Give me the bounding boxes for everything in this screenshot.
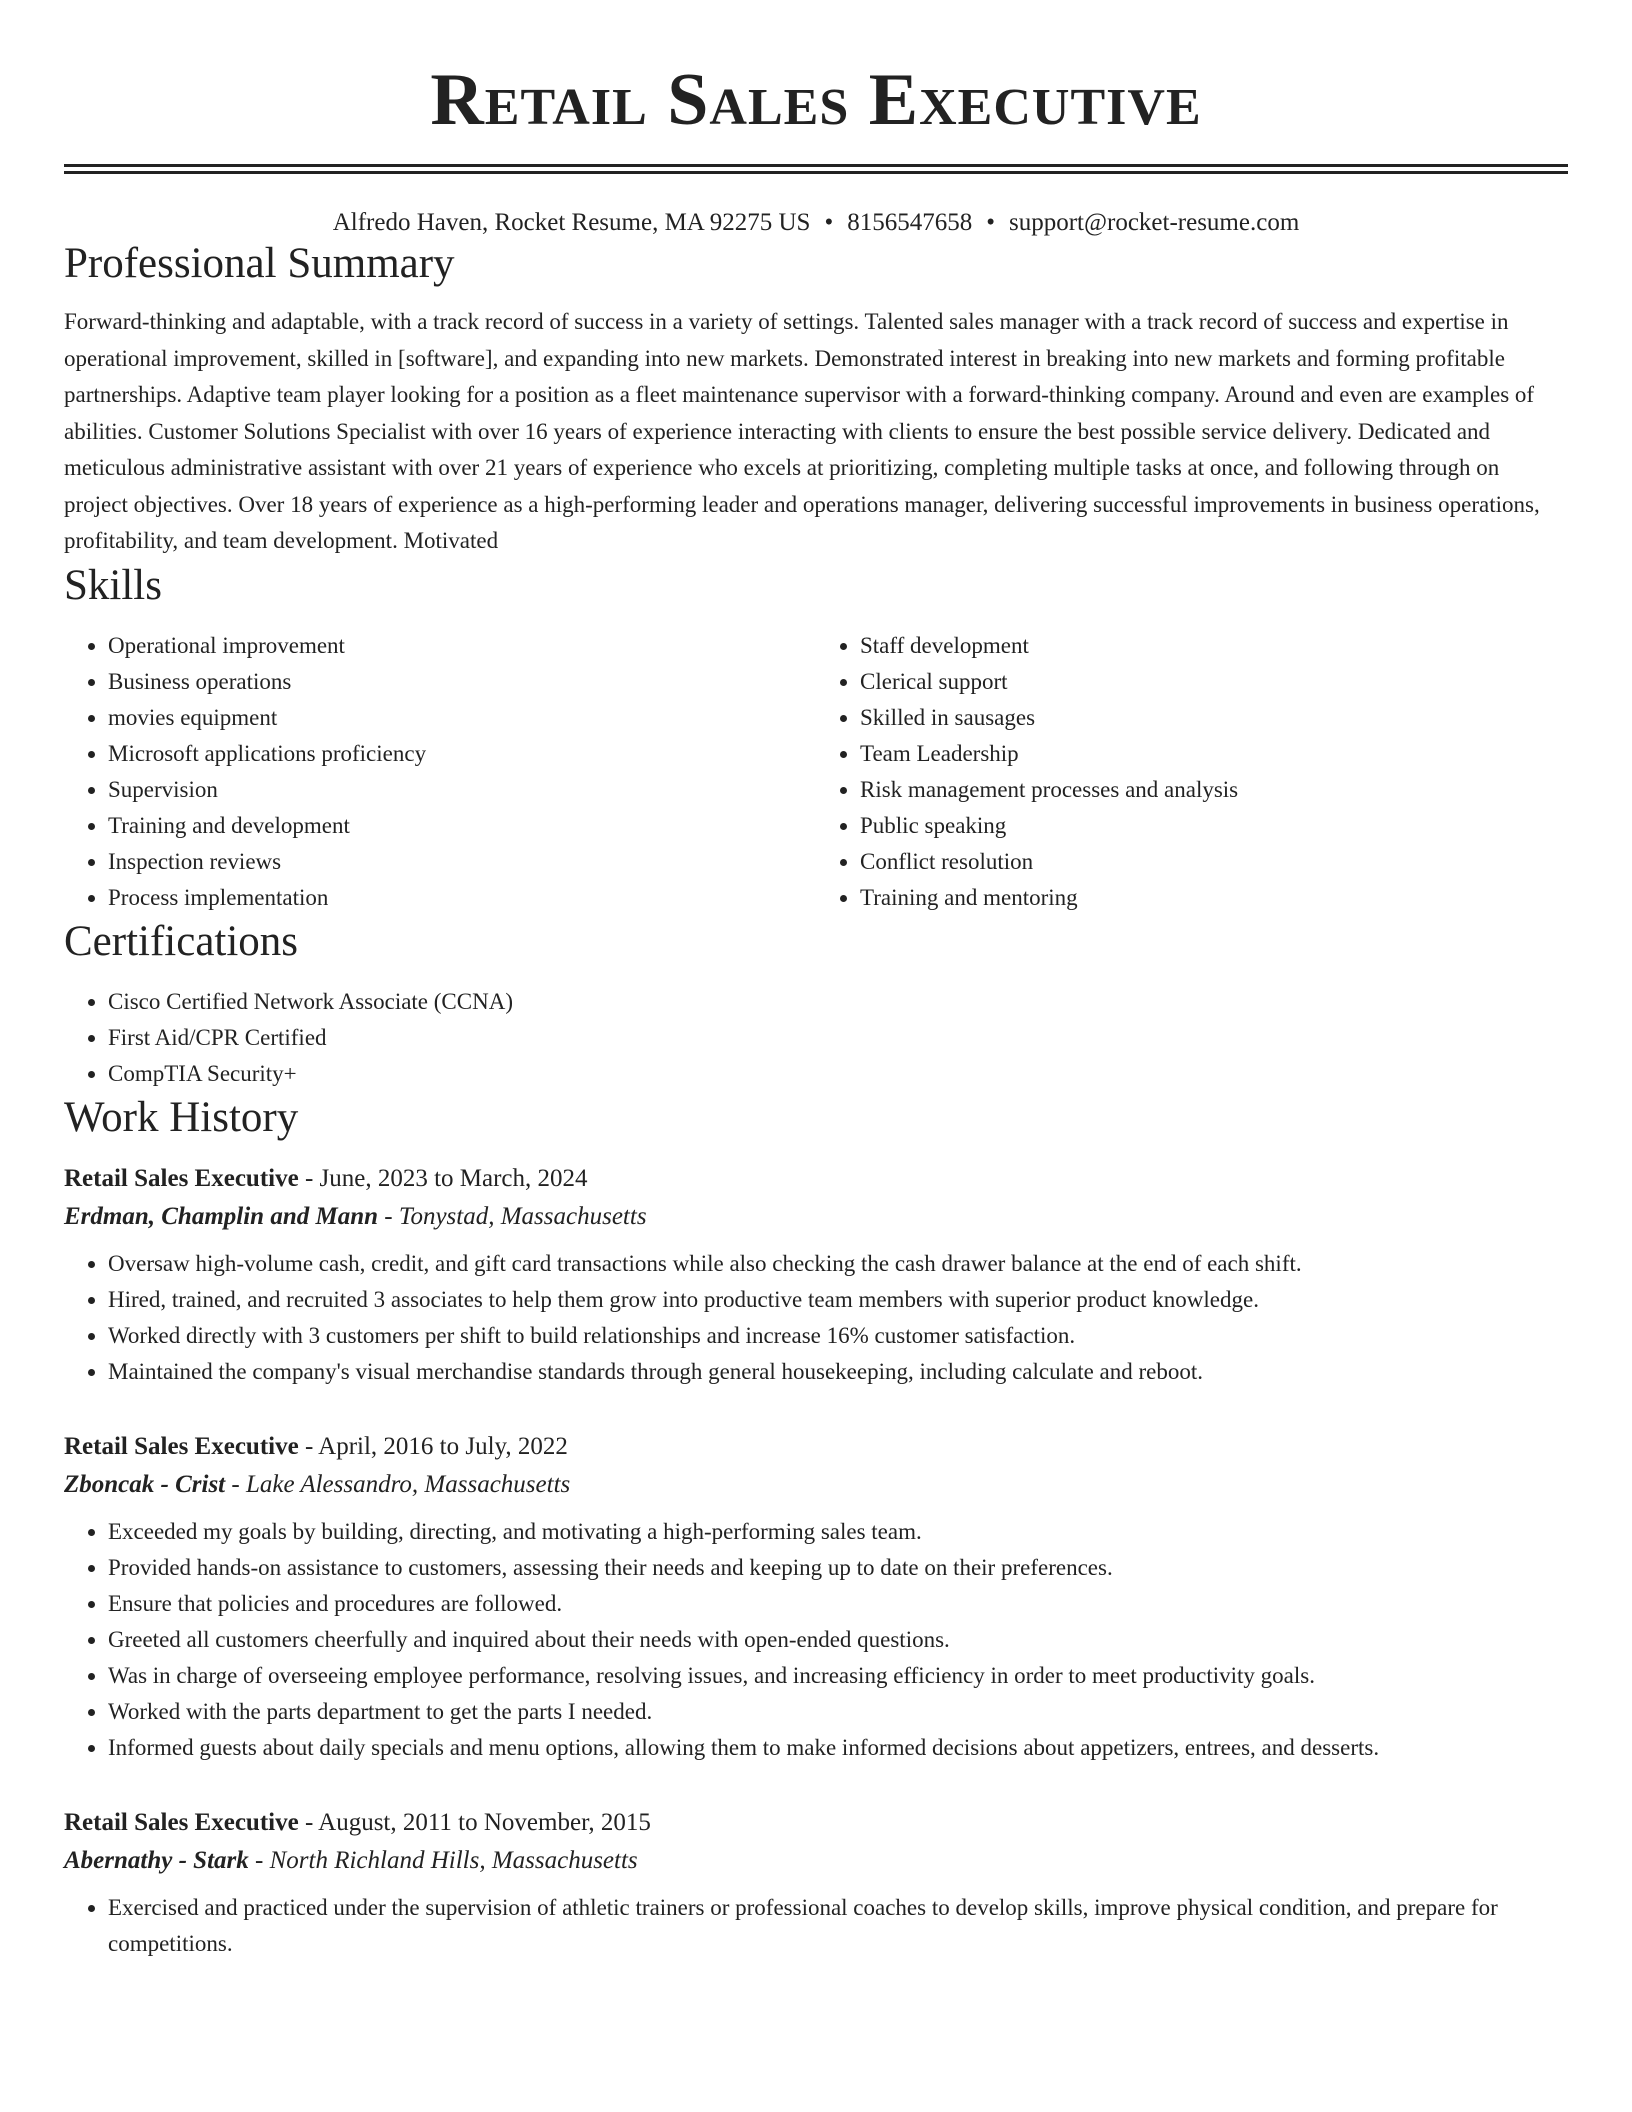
skill-item: • Inspection reviews [108, 844, 816, 880]
job-bullets [64, 1246, 1568, 1390]
job-location: - Lake Alessandro, Massachusetts [225, 1470, 571, 1498]
job-entry [64, 1804, 1568, 1962]
job-entry [64, 1160, 1568, 1390]
skills-grid [64, 628, 1568, 916]
skills-list-left [64, 628, 816, 916]
skill-item: • Process implementation [108, 880, 816, 916]
job-location: - North Richland Hills, Massachusetts [248, 1846, 638, 1874]
job-role: Retail Sales Executive [64, 1432, 299, 1460]
skill-item: • Business operations [108, 664, 816, 700]
certification-item: • CompTIA Security+ [108, 1056, 1568, 1092]
job-company: Abernathy - Stark [64, 1846, 249, 1874]
certifications-heading: Certifications [64, 917, 299, 965]
job-bullet: • Informed guests about daily specials and menu options, allowing them to make informed decisions about appetizers, entrees, and desserts. [108, 1730, 1568, 1766]
job-bullet: • Exercised and practiced under the supervision of athletic trainers or professional coaches to develop skills, improve physical condition, and prepare for competitions. [108, 1890, 1568, 1962]
job-bullet: • Was in charge of overseeing employee performance, resolving issues, and increasing efficiency in order to meet productivity goals. [108, 1658, 1568, 1694]
job-company-line [64, 1198, 1568, 1236]
job-bullet: • Oversaw high-volume cash, credit, and gift card transactions while also checking the cash drawer balance at the end of each shift. [108, 1246, 1568, 1282]
job-title-line [64, 1160, 1568, 1198]
skill-item: • Clerical support [860, 664, 1568, 700]
job-bullets [64, 1890, 1568, 1962]
skills-column-right [816, 628, 1568, 916]
contact-line [64, 208, 1568, 238]
job-bullet: • Greeted all customers cheerfully and inquired about their needs with open-ended questions. [108, 1622, 1568, 1658]
job-company-line [64, 1842, 1568, 1880]
job-bullet: • Exceeded my goals by building, directing, and motivating a high-performing sales team. [108, 1514, 1568, 1550]
job-location: - Tonystad, Massachusetts [378, 1202, 647, 1230]
job-role: Retail Sales Executive [64, 1808, 299, 1836]
job-bullet: • Hired, trained, and recruited 3 associates to help them grow into productive team members with superior product knowledge. [108, 1282, 1568, 1318]
summary-heading: Professional Summary [64, 240, 455, 287]
contact-separator: • [986, 209, 995, 236]
job-entry [64, 1428, 1568, 1766]
skill-item: • Training and development [108, 808, 816, 844]
job-dates: - June, 2023 to March, 2024 [298, 1164, 588, 1192]
skills-column-left [64, 628, 816, 916]
job-title-line [64, 1804, 1568, 1842]
skill-item: • Staff development [860, 628, 1568, 664]
job-bullet: • Worked with the parts department to get the parts I needed. [108, 1694, 1568, 1730]
title-divider [64, 164, 1568, 174]
skill-item: • Public speaking [860, 808, 1568, 844]
certification-item: • Cisco Certified Network Associate (CCNA) [108, 984, 1568, 1020]
work-history-heading: Work History [64, 1093, 299, 1141]
job-dates: - April, 2016 to July, 2022 [298, 1432, 568, 1460]
contact-email: support@rocket-resume.com [1008, 209, 1300, 236]
certification-item: • First Aid/CPR Certified [108, 1020, 1568, 1056]
contact-separator: • [824, 209, 834, 236]
skill-item: • Microsoft applications proficiency [108, 736, 816, 772]
skills-heading: Skills [64, 561, 162, 609]
skills-list-right [816, 628, 1568, 916]
skill-item: • Training and mentoring [860, 880, 1568, 916]
certifications-list [64, 984, 1568, 1092]
job-dates: - August, 2011 to November, 2015 [298, 1808, 651, 1836]
skill-item: • Operational improvement [108, 628, 816, 664]
job-company-line [64, 1466, 1568, 1504]
job-role: Retail Sales Executive [64, 1164, 299, 1192]
skill-item: • movies equipment [108, 700, 816, 736]
skill-item: • Team Leadership [860, 736, 1568, 772]
job-bullet: • Maintained the company's visual merchandise standards through general housekeeping, including calculate and reboot. [108, 1354, 1568, 1390]
job-bullet: • Provided hands-on assistance to customers, assessing their needs and keeping up to date on their preferences. [108, 1550, 1568, 1586]
job-bullet: • Worked directly with 3 customers per shift to build relationships and increase 16% customer satisfaction. [108, 1318, 1568, 1354]
skill-item: • Risk management processes and analysis [860, 772, 1568, 808]
contact-phone: 8156547658 [847, 209, 973, 236]
contact-address: Alfredo Haven, Rocket Resume, MA 92275 US [332, 209, 811, 236]
job-bullet: • Ensure that policies and procedures are followed. [108, 1586, 1568, 1622]
summary-text: Forward-thinking and adaptable, with a track record of success in a variety of settings. Talented sales manager with a track record of success and expertise in operational improvement, skilled in [software], and expanding into new markets. Demonstrated interest in breaking into new markets and forming profitable partnerships. Adaptive team player looking for a position as a fleet maintenance supervisor with a forward-thinking company. Around and even are examples of abilities. Customer Solutions Specialist with over 16 years of experience interacting with clients to ensure the best possible service delivery. Dedicated and meticulous administrative assistant with over 21 years of experience who excels at prioritizing, completing multiple tasks at once, and following through on project objectives. Over 18 years of experience as a high-performing leader and operations manager, delivering successful improvements in business operations, profitability, and team development. Motivated [64, 309, 1540, 553]
skill-item: • Conflict resolution [860, 844, 1568, 880]
resume-title: Retail Sales Executive [430, 59, 1202, 141]
job-title-line [64, 1428, 1568, 1466]
job-bullets [64, 1514, 1568, 1766]
job-company: Zboncak - Crist [64, 1470, 226, 1498]
job-company: Erdman, Champlin and Mann [64, 1202, 379, 1230]
skill-item: • Skilled in sausages [860, 700, 1568, 736]
skill-item: • Supervision [108, 772, 816, 808]
